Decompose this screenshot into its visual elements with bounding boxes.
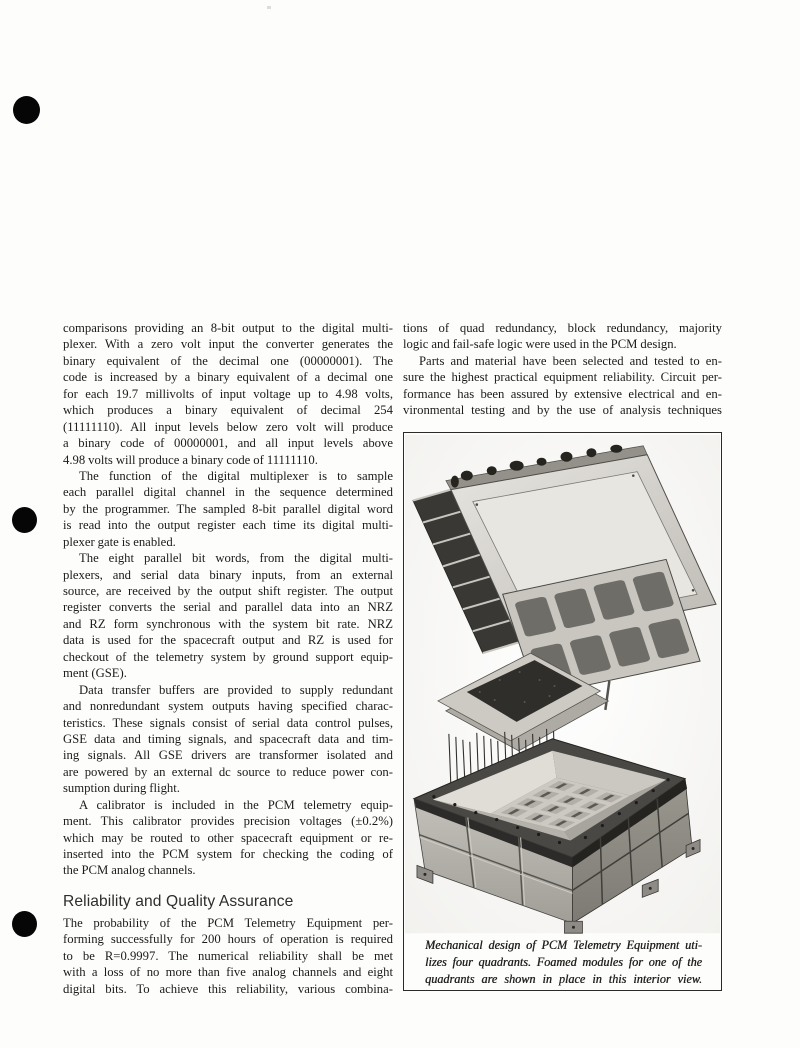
text-line: sure the highest practical equipment reliability. Circuit per- <box>403 370 722 385</box>
text-line: the PCM analog channels. <box>63 863 196 878</box>
left-column-text-after-heading <box>63 915 393 997</box>
text-line: plexer gate is enabled. <box>63 534 176 549</box>
text-line: (11111110). All input levels below zero volt will produce <box>63 419 393 434</box>
text-line: inserted into the PCM system for checking the coding of <box>63 847 393 861</box>
paragraph <box>63 682 393 797</box>
section-heading: Reliability and Quality Assurance <box>63 892 294 910</box>
text-line: a binary code of 00000001, and all input levels above <box>63 436 393 451</box>
text-line: by the programmer. The sampled 8-bit parallel digital word <box>63 501 393 516</box>
equipment-photo <box>405 434 720 934</box>
equipment-photo-illustration <box>405 434 720 934</box>
text-line: and RZ form synchronous with the system bit rate. NRZ <box>63 616 393 631</box>
text-line: sumption during flight. <box>63 781 180 796</box>
paragraph <box>63 550 393 682</box>
binder-hole <box>12 911 37 937</box>
text-line: digital bits. To achieve this reliability, various combina- <box>63 981 393 996</box>
text-line: teristics. These signals consist of serial data control pulses, <box>63 715 393 730</box>
text-line: Data transfer buffers are provided to supply redundant <box>79 682 393 697</box>
paragraph <box>63 468 393 550</box>
text-line: which produces a binary equivalent of decimal 254 <box>63 403 393 418</box>
text-line: is read into the output register each time its digital multi- <box>63 518 393 533</box>
text-line: tions of quad redundancy, block redundancy, majority <box>403 321 722 335</box>
text-line: formance has been assured by extensive electrical and en- <box>403 386 722 401</box>
scan-artifact <box>267 6 271 9</box>
text-line: register converts the serial and parallel data into an NRZ <box>63 600 393 615</box>
text-line: comparisons providing an 8-bit output to the digital multi- <box>63 321 393 335</box>
caption-line: quadrants are shown in place in this interior view. <box>425 972 702 987</box>
text-line: ment. This calibrator provides precision voltages (±0.2%) <box>63 814 393 829</box>
caption-line: lizes four quadrants. Foamed modules for one of the <box>425 955 702 970</box>
text-line: plexer. With a zero volt input the converter generates the <box>63 337 393 352</box>
text-line: 4.98 volts will produce a binary code of 11111110. <box>63 452 318 467</box>
paragraph <box>63 915 393 997</box>
text-line: are powered by an external dc source to reduce power con- <box>63 764 393 779</box>
right-column <box>403 320 722 419</box>
left-column <box>63 320 393 997</box>
text-line: to be R=0.9997. The numerical reliability shall be met <box>63 948 393 963</box>
paragraph <box>403 320 722 353</box>
text-line: checkout of the telemetry system by ground support equip- <box>63 649 393 664</box>
text-line: and nonredundant system outputs having specified charac- <box>63 699 393 714</box>
text-line: The function of the digital multiplexer is to sample <box>79 468 393 483</box>
text-line: with a loss of no more than five analog channels and eight <box>63 965 393 980</box>
caption-line: Mechanical design of PCM Telemetry Equipment uti- <box>425 938 702 952</box>
text-line: data is used for the spacecraft output and RZ is used for <box>63 633 393 648</box>
text-line: The probability of the PCM Telemetry Equipment per- <box>63 915 393 930</box>
text-line: A calibrator is included in the PCM telemetry equip- <box>79 797 393 812</box>
text-line: Parts and material have been selected and tested to en- <box>419 353 722 368</box>
text-line: binary equivalent of the decimal one (00000001). The <box>63 353 393 368</box>
text-line: ment (GSE). <box>63 666 127 681</box>
paragraph <box>63 797 393 879</box>
text-line: plexers, and serial data binary inputs, from an external <box>63 567 393 582</box>
text-line: GSE data and timing signals, and spacecraft data and tim- <box>63 731 393 746</box>
text-line: which may be routed to other spacecraft equipment or re- <box>63 830 393 845</box>
text-line: forming successfully for 200 hours of operation is required <box>63 932 393 947</box>
text-line: The eight parallel bit words, from the digital multi- <box>79 551 393 566</box>
paragraph <box>403 353 722 419</box>
text-line: logic and fail-safe logic were used in the PCM design. <box>403 337 677 352</box>
text-line: vironmental testing and by the use of analysis techniques <box>403 403 722 418</box>
text-line: code is increased by a binary equivalent of a decimal one <box>63 370 393 385</box>
figure-caption <box>425 937 702 989</box>
left-column-text <box>63 320 393 879</box>
text-line: ing signals. All GSE drivers are transformer isolated and <box>63 748 393 763</box>
text-line: each parallel digital channel in the sequence determined <box>63 485 393 500</box>
binder-hole <box>12 507 37 533</box>
binder-hole <box>13 96 40 124</box>
figure-box <box>403 432 722 991</box>
text-line: source, are received by the output shift register. The output <box>63 584 393 598</box>
text-line: for each 19.7 millivolts of input voltage up to 4.98 volts, <box>63 386 393 401</box>
paragraph <box>63 320 393 468</box>
right-column-text <box>403 320 722 419</box>
